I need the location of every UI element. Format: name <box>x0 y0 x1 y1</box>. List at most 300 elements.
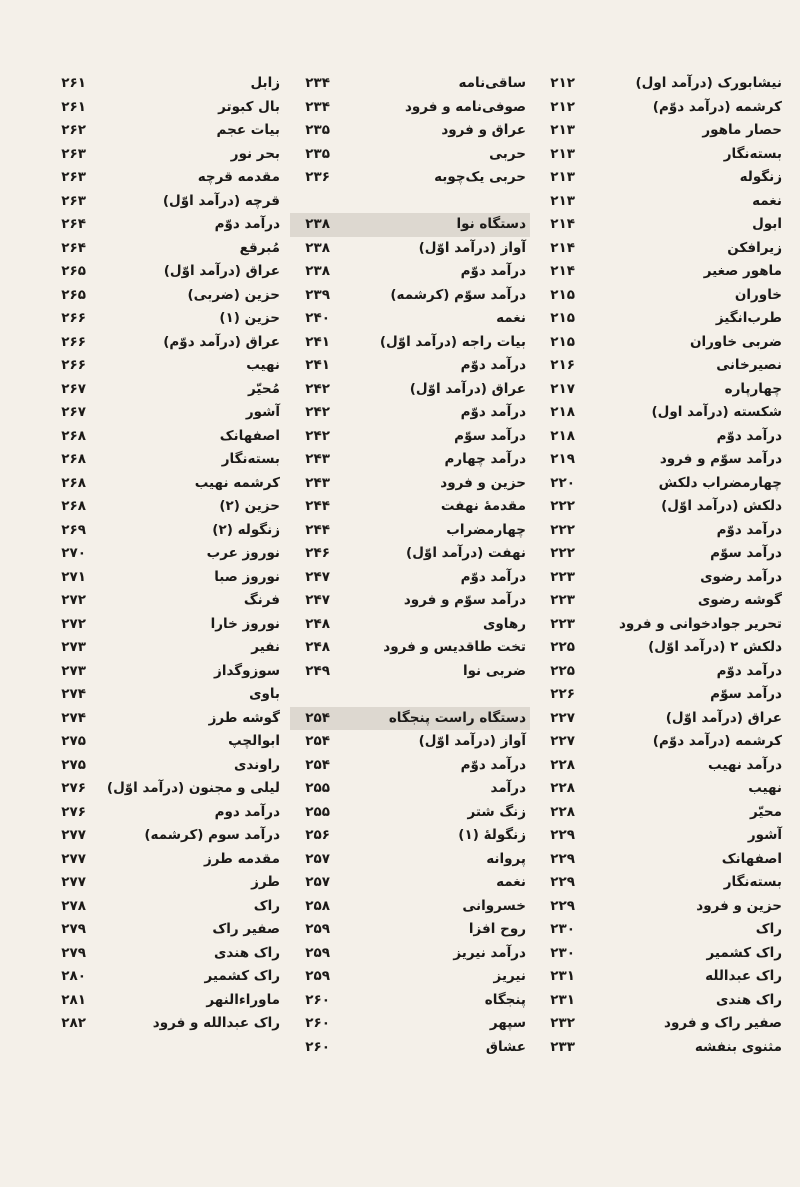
entry-page-number: ۲۵۴ <box>305 756 330 773</box>
entry-page-number: ۲۷۳ <box>61 662 86 679</box>
entry-title: راک کشمیر <box>204 968 280 984</box>
entry-page-number: ۲۸۰ <box>61 968 86 984</box>
index-entry <box>290 472 530 496</box>
entry-title: درآمد دوم <box>214 803 280 820</box>
entry-page-number: ۲۳۱ <box>550 991 575 1008</box>
entry-title: درآمد رضوی <box>700 568 782 585</box>
entry-title: اصفهانک <box>721 850 782 867</box>
entry-title: نهیب <box>748 780 782 796</box>
index-entry <box>535 566 790 590</box>
index-entry <box>290 989 530 1013</box>
index-entry <box>290 566 530 590</box>
index-entry <box>290 848 530 872</box>
entry-page-number: ۲۴۷ <box>305 592 330 608</box>
entry-page-number: ۲۳۵ <box>305 122 330 138</box>
entry-page-number: ۲۳۳ <box>550 1038 575 1055</box>
index-entry <box>535 613 790 637</box>
entry-title: تخت طاقدیس و فرود <box>383 639 526 655</box>
entry-page-number: ۲۸۲ <box>61 1015 86 1031</box>
entry-title: درآمد دوّم <box>460 404 526 420</box>
entry-title: چهارمضراب <box>446 521 526 538</box>
index-entry <box>46 683 284 707</box>
entry-page-number: ۲۶۶ <box>61 310 86 326</box>
entry-title: حزین (۱) <box>219 310 280 326</box>
entry-title: حزین و فرود <box>440 474 526 491</box>
entry-title: درآمد سوّم (کرشمه) <box>390 286 526 303</box>
index-entry <box>290 119 530 143</box>
index-entry <box>290 942 530 966</box>
entry-page-number: ۲۳۱ <box>550 968 575 984</box>
index-entry <box>46 989 284 1013</box>
entry-page-number: ۲۷۸ <box>61 897 86 914</box>
entry-title: عراق و فرود <box>441 122 526 138</box>
entry-page-number: ۲۳۸ <box>305 263 330 279</box>
index-entry <box>46 871 284 895</box>
entry-page-number: ۲۱۵ <box>550 310 575 326</box>
entry-title: درآمد سوّم <box>710 686 782 702</box>
index-entry <box>46 613 284 637</box>
entry-title: زیرافکن <box>727 239 782 256</box>
entry-page-number: ۲۷۹ <box>61 944 86 961</box>
index-entry <box>290 72 530 96</box>
index-entry <box>290 965 530 989</box>
section-heading-title: دستگاه نوا <box>456 216 526 232</box>
index-entry <box>535 213 790 237</box>
entry-title: اصفهانک <box>219 427 280 444</box>
entry-page-number: ۲۴۷ <box>305 568 330 585</box>
entry-title: خسروانی <box>462 897 526 914</box>
entry-title: حصار ماهور <box>702 122 782 138</box>
entry-title: راک عبدالله <box>705 968 782 984</box>
entry-page-number: ۲۲۲ <box>550 521 575 538</box>
index-entry <box>290 754 530 778</box>
entry-title: ساقی‌نامه <box>458 75 526 91</box>
index-entry <box>535 72 790 96</box>
index-entry <box>46 542 284 566</box>
entry-title: درآمد سوّم <box>710 545 782 561</box>
index-entry <box>535 96 790 120</box>
index-entry <box>290 448 530 472</box>
index-entry <box>535 425 790 449</box>
entry-title: بیات عجم <box>216 122 280 138</box>
index-entry <box>535 519 790 543</box>
index-entry <box>290 260 530 284</box>
index-entry <box>46 119 284 143</box>
index-entry <box>46 660 284 684</box>
index-entry <box>290 519 530 543</box>
entry-page-number: ۲۲۵ <box>550 662 575 679</box>
entry-title: گوشه طرز <box>208 709 280 726</box>
index-entry <box>290 636 530 660</box>
entry-page-number: ۲۲۳ <box>550 615 575 632</box>
entry-title: پنجگاه <box>484 991 526 1008</box>
entry-page-number: ۲۴۸ <box>305 639 330 655</box>
index-entry <box>535 1012 790 1036</box>
entry-page-number: ۲۴۴ <box>305 498 330 514</box>
entry-title: آواز (درآمد اوّل) <box>418 239 526 256</box>
entry-title: زنگوله (۲) <box>212 521 280 538</box>
entry-title: درآمد سوّم و فرود <box>403 592 526 608</box>
index-entry <box>46 707 284 731</box>
index-entry <box>290 166 530 190</box>
entry-title: پروانه <box>486 850 526 867</box>
index-entry <box>535 448 790 472</box>
entry-page-number: ۲۶۹ <box>61 521 86 538</box>
entry-page-number: ۲۲۰ <box>550 474 575 491</box>
entry-title: چهارپاره <box>724 380 782 397</box>
index-column-middle <box>290 72 530 1059</box>
entry-title: عراق (درآمد دوّم) <box>163 333 280 350</box>
index-entry <box>290 1012 530 1036</box>
index-entry <box>46 1012 284 1036</box>
entry-title: نیریز <box>493 968 526 984</box>
index-entry <box>46 801 284 825</box>
entry-page-number: ۲۳۰ <box>550 944 575 961</box>
entry-page-number: ۲۶۳ <box>61 192 86 209</box>
entry-page-number: ۲۶۸ <box>61 498 86 514</box>
index-entry <box>46 942 284 966</box>
index-entry <box>46 848 284 872</box>
entry-title: راک هندی <box>214 944 280 961</box>
entry-title: مثنوی بنفشه <box>694 1038 782 1055</box>
index-entry <box>290 378 530 402</box>
index-entry <box>290 96 530 120</box>
entry-title: بیات راجه (درآمد اوّل) <box>379 333 526 350</box>
entry-page-number: ۲۱۹ <box>550 451 575 467</box>
index-entry <box>290 425 530 449</box>
index-entry <box>535 354 790 378</box>
entry-title: نغمه <box>752 192 782 209</box>
entry-title: طرز <box>251 874 280 890</box>
index-entry <box>535 401 790 425</box>
index-entry <box>46 307 284 331</box>
entry-page-number: ۲۵۵ <box>305 780 330 796</box>
entry-page-number: ۲۴۸ <box>305 615 330 632</box>
entry-page-number: ۲۸۱ <box>61 991 86 1008</box>
index-entry <box>535 1036 790 1060</box>
entry-page-number: ۲۷۲ <box>61 615 86 632</box>
entry-title: راوندی <box>233 756 280 773</box>
entry-page-number: ۲۵۷ <box>305 850 330 867</box>
entry-title: فرنگ <box>243 592 280 608</box>
entry-title: عراق (درآمد اوّل) <box>665 709 782 726</box>
index-entry <box>46 237 284 261</box>
entry-title: نیشابورک (درآمد اول) <box>635 75 782 91</box>
entry-title: درآمد سوّم و فرود <box>659 451 782 467</box>
index-entry <box>290 683 530 707</box>
entry-title: درآمد دوّم <box>460 357 526 373</box>
index-entry <box>46 472 284 496</box>
entry-page-number: ۲۶۶ <box>61 333 86 350</box>
index-entry <box>46 190 284 214</box>
entry-page-number: ۲۳۲ <box>550 1015 575 1031</box>
entry-title: حربی یک‌چوبه <box>434 169 526 185</box>
entry-title: صفیر راک و فرود <box>664 1015 782 1031</box>
entry-page-number: ۲۱۳ <box>550 192 575 209</box>
index-entry <box>290 589 530 613</box>
entry-page-number: ۲۳۹ <box>305 286 330 303</box>
entry-page-number: ۲۱۳ <box>550 169 575 185</box>
index-entry <box>290 801 530 825</box>
entry-page-number: ۲۴۹ <box>305 662 330 679</box>
entry-page-number: ۲۷۶ <box>61 780 86 796</box>
entry-page-number: ۲۱۸ <box>550 427 575 444</box>
entry-title: صفیر راک <box>212 921 280 937</box>
entry-page-number: ۲۷۷ <box>61 827 86 843</box>
index-entry <box>46 260 284 284</box>
entry-page-number: ۲۵۹ <box>305 921 330 937</box>
index-entry <box>46 354 284 378</box>
index-entry <box>290 401 530 425</box>
index-entry <box>46 730 284 754</box>
entry-page-number: ۲۲۹ <box>550 827 575 843</box>
entry-page-number: ۲۲۵ <box>550 639 575 655</box>
entry-page-number: ۲۵۹ <box>305 944 330 961</box>
index-entry <box>46 331 284 355</box>
entry-page-number: ۲۳۵ <box>305 145 330 162</box>
entry-title: کرشمه (درآمد دوّم) <box>652 98 782 115</box>
index-entry <box>46 143 284 167</box>
entry-title: رهاوی <box>483 615 526 632</box>
entry-page-number: ۲۶۲ <box>61 122 86 138</box>
entry-page-number: ۲۷۵ <box>61 733 86 749</box>
index-column-right <box>535 72 790 1059</box>
entry-title: راک عبدالله و فرود <box>152 1015 280 1031</box>
index-entry <box>535 495 790 519</box>
entry-title: زنگ شتر <box>467 803 526 820</box>
entry-page-number: ۲۲۷ <box>550 709 575 726</box>
entry-page-number: ۲۶۰ <box>305 991 330 1008</box>
entry-page-number: ۲۶۱ <box>61 98 86 115</box>
index-entry <box>290 542 530 566</box>
entry-title: بسته‌نگار <box>723 145 782 162</box>
index-entry <box>46 824 284 848</box>
index-entry <box>46 754 284 778</box>
entry-page-number: ۲۲۸ <box>550 756 575 773</box>
entry-title: نهیب <box>246 357 280 373</box>
entry-page-number: ۲۱۴ <box>550 216 575 232</box>
index-entry <box>535 166 790 190</box>
entry-page-number: ۲۷۴ <box>61 709 86 726</box>
entry-page-number: ۲۵۶ <box>305 827 330 843</box>
index-entry <box>535 237 790 261</box>
entry-title: درآمد <box>490 780 526 796</box>
entry-page-number: ۲۵۷ <box>305 874 330 890</box>
index-entry <box>535 307 790 331</box>
entry-page-number: ۲۱۳ <box>550 122 575 138</box>
entry-title: راک هندی <box>716 991 782 1008</box>
index-entry <box>290 284 530 308</box>
entry-page-number: ۲۳۸ <box>305 239 330 256</box>
index-entry <box>46 96 284 120</box>
entry-page-number: ۲۵۴ <box>305 733 330 749</box>
index-column-left <box>46 72 284 1036</box>
index-entry <box>290 237 530 261</box>
entry-title: مقدمهٔ نهفت <box>440 498 526 514</box>
index-entry <box>46 519 284 543</box>
index-entry <box>535 119 790 143</box>
entry-title: درآمد دوّم <box>716 427 782 444</box>
index-entry <box>46 636 284 660</box>
entry-title: نوروز صبا <box>214 568 280 585</box>
index-entry <box>46 425 284 449</box>
index-entry <box>290 918 530 942</box>
index-entry <box>46 213 284 237</box>
index-entry <box>535 777 790 801</box>
entry-page-number: ۲۳۸ <box>305 216 330 232</box>
index-entry <box>46 72 284 96</box>
entry-page-number: ۲۴۰ <box>305 310 330 326</box>
entry-title: درآمد دوّم <box>460 263 526 279</box>
entry-page-number: ۲۶۸ <box>61 427 86 444</box>
entry-title: سوزوگداز <box>214 662 280 679</box>
entry-title: طرب‌انگیز <box>715 310 782 326</box>
index-entry <box>290 354 530 378</box>
entry-title: زنگوله <box>739 169 782 185</box>
entry-page-number: ۲۵۴ <box>305 709 330 726</box>
entry-title: عشاق <box>485 1038 526 1055</box>
entry-page-number: ۲۱۵ <box>550 286 575 303</box>
entry-title: نغمه <box>496 310 526 326</box>
entry-title: راک کشمیر <box>706 944 782 961</box>
entry-title: روح افزا <box>468 921 526 937</box>
index-entry <box>535 730 790 754</box>
entry-page-number: ۲۶۴ <box>61 239 86 256</box>
entry-page-number: ۲۲۹ <box>550 874 575 890</box>
entry-page-number: ۲۱۶ <box>550 357 575 373</box>
entry-title: مقدمه قرچه <box>197 169 280 185</box>
index-entry <box>46 378 284 402</box>
entry-title: حزین (ضربی) <box>187 286 280 303</box>
entry-page-number: ۲۴۳ <box>305 474 330 491</box>
entry-title: درآمد دوّم <box>716 662 782 679</box>
entry-title: قرچه (درآمد اوّل) <box>162 192 280 209</box>
entry-title: حزین و فرود <box>696 897 782 914</box>
entry-page-number: ۲۱۲ <box>550 98 575 115</box>
index-entry <box>290 824 530 848</box>
index-entry <box>290 895 530 919</box>
entry-title: زابل <box>250 75 280 91</box>
index-entry <box>46 401 284 425</box>
entry-title: آشور <box>747 827 782 843</box>
index-entry <box>46 965 284 989</box>
entry-title: زنگولهٔ (۱) <box>458 827 526 843</box>
index-entry <box>535 848 790 872</box>
entry-page-number: ۲۷۷ <box>61 874 86 890</box>
entry-title: کرشمه نهیب <box>194 474 280 491</box>
index-entry <box>535 260 790 284</box>
index-entry <box>535 542 790 566</box>
entry-title: تحریر جوادخوانی و فرود <box>618 615 782 632</box>
index-entry <box>290 190 530 214</box>
entry-page-number: ۲۱۴ <box>550 263 575 279</box>
index-entry <box>46 777 284 801</box>
index-entry <box>535 331 790 355</box>
entry-page-number: ۲۵۸ <box>305 897 330 914</box>
index-entry <box>535 895 790 919</box>
index-entry <box>535 143 790 167</box>
entry-title: خاوران <box>734 286 782 303</box>
section-heading-row <box>290 213 530 237</box>
entry-title: درآمد دوّم <box>460 756 526 773</box>
entry-page-number: ۲۶۴ <box>61 216 86 232</box>
entry-page-number: ۲۷۰ <box>61 545 86 561</box>
index-entry <box>535 707 790 731</box>
entry-title: مقدمه طرز <box>203 850 280 867</box>
entry-page-number: ۲۶۷ <box>61 380 86 397</box>
index-entry <box>46 166 284 190</box>
entry-page-number: ۲۶۰ <box>305 1015 330 1031</box>
entry-page-number: ۲۴۱ <box>305 357 330 373</box>
entry-page-number: ۲۱۵ <box>550 333 575 350</box>
entry-title: ماوراءالنهر <box>206 991 280 1008</box>
entry-page-number: ۲۲۲ <box>550 498 575 514</box>
entry-title: بسته‌نگار <box>723 874 782 890</box>
entry-page-number: ۲۷۶ <box>61 803 86 820</box>
index-entry <box>535 942 790 966</box>
index-entry <box>535 824 790 848</box>
index-entry <box>290 613 530 637</box>
entry-title: باوی <box>249 686 280 702</box>
index-entry <box>535 190 790 214</box>
entry-title: ابوالچپ <box>228 733 280 749</box>
entry-page-number: ۲۶۳ <box>61 169 86 185</box>
entry-title: نوروز عرب <box>206 545 280 561</box>
entry-page-number: ۲۲۹ <box>550 850 575 867</box>
entry-title: شکسته (درآمد اول) <box>651 404 782 420</box>
entry-page-number: ۲۷۷ <box>61 850 86 867</box>
index-entry <box>46 589 284 613</box>
entry-page-number: ۲۶۶ <box>61 357 86 373</box>
entry-title: بال کبوتر <box>218 98 280 115</box>
index-entry <box>535 472 790 496</box>
index-entry <box>290 660 530 684</box>
section-heading-row <box>290 707 530 731</box>
entry-title: سپهر <box>489 1015 526 1031</box>
entry-page-number: ۲۳۴ <box>305 98 330 115</box>
entry-page-number: ۲۶۳ <box>61 145 86 162</box>
index-entry <box>535 636 790 660</box>
entry-page-number: ۲۷۱ <box>61 568 86 585</box>
entry-title: ابول <box>752 216 782 232</box>
index-entry <box>535 589 790 613</box>
entry-title: حزین (۲) <box>219 498 280 514</box>
entry-page-number: ۲۲۶ <box>550 686 575 702</box>
entry-page-number: ۲۴۲ <box>305 380 330 397</box>
entry-page-number: ۲۶۸ <box>61 451 86 467</box>
entry-page-number: ۲۵۵ <box>305 803 330 820</box>
index-entry <box>46 895 284 919</box>
section-heading-title: دستگاه راست پنجگاه <box>388 709 526 726</box>
entry-title: عراق (درآمد اوّل) <box>163 263 280 279</box>
entry-title: کرشمه (درآمد دوّم) <box>652 733 782 749</box>
entry-title: نهفت (درآمد اوّل) <box>406 545 526 561</box>
entry-page-number: ۲۴۲ <box>305 404 330 420</box>
entry-title: نغمه <box>496 874 526 890</box>
entry-title: آشور <box>245 404 280 420</box>
entry-page-number: ۲۴۳ <box>305 451 330 467</box>
entry-page-number: ۲۱۳ <box>550 145 575 162</box>
entry-page-number: ۲۲۳ <box>550 568 575 585</box>
index-entry <box>535 801 790 825</box>
entry-page-number: ۲۴۱ <box>305 333 330 350</box>
entry-title: درآمد دوّم <box>214 216 280 232</box>
entry-page-number: ۲۲۸ <box>550 780 575 796</box>
entry-page-number: ۲۱۴ <box>550 239 575 256</box>
entry-page-number: ۲۱۷ <box>550 380 575 397</box>
entry-title: محیّر <box>750 803 782 820</box>
entry-title: نفیر <box>251 639 280 655</box>
